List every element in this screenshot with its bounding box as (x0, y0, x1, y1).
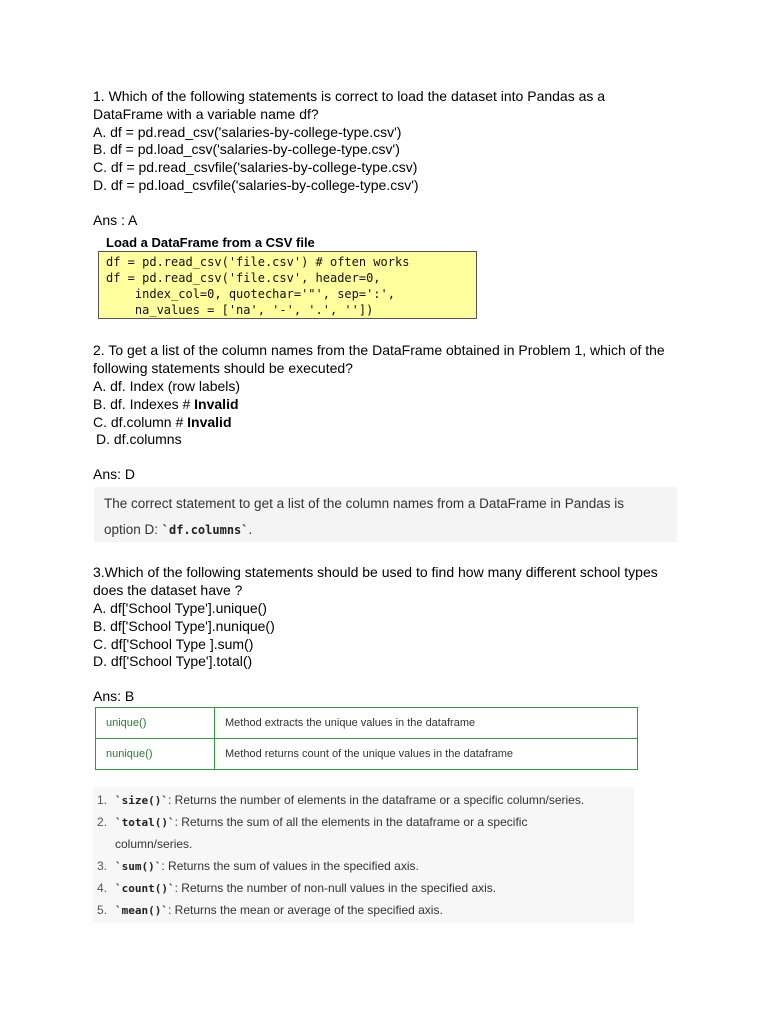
callout-line2: option D: `df.columns`. (104, 522, 253, 537)
q3-answer: Ans: B (93, 688, 135, 704)
q1-question-line1: 1. Which of the following statements is correct to load the dataset into Pandas as a (93, 88, 606, 104)
q1-answer: Ans : A (93, 212, 138, 228)
invalid-label: Invalid (194, 396, 239, 412)
code-line: na_values = ['na', '-', '.', '']) (106, 303, 374, 317)
table-row (96, 708, 638, 739)
methods-list (93, 787, 634, 923)
q1-option-c: C. df = pd.read_csvfile('salaries-by-college-type.csv) (93, 159, 418, 175)
code-line: df = pd.read_csv('file.csv') # often works (106, 255, 410, 269)
code-line: index_col=0, quotechar='"', sep=':', (106, 287, 395, 301)
q3-option-b: B. df['School Type'].nunique() (93, 618, 275, 634)
q2-option-c: C. df.column # Invalid (93, 414, 232, 430)
table-cell-method: unique() (96, 708, 215, 739)
q2-option-b: B. df. Indexes # Invalid (93, 396, 239, 412)
q2-option-d: D. df.columns (96, 431, 182, 447)
q2-answer: Ans: D (93, 466, 136, 482)
code-line: df = pd.read_csv('file.csv', header=0, (106, 271, 381, 285)
q1-option-a: A. df = pd.read_csv('salaries-by-college-type.csv') (93, 124, 402, 140)
list-item: 4. `count()`: Returns the number of non-null values in the specified axis. (97, 881, 497, 895)
table-cell-method: nunique() (96, 739, 215, 770)
code-snippet-box (98, 251, 477, 319)
methods-table (95, 707, 638, 770)
q3-option-a: A. df['School Type'].unique() (93, 600, 267, 616)
code-snippet-title: Load a DataFrame from a CSV file (106, 235, 315, 250)
table-row (96, 739, 638, 770)
list-item: 2. `total()`: Returns the sum of all the elements in the dataframe or a specific (97, 815, 528, 829)
q1-option-b: B. df = pd.load_csv('salaries-by-college-type.csv') (93, 141, 400, 157)
callout-code: `df.columns` (161, 523, 249, 537)
q3-question-line2: does the dataset have ? (93, 582, 243, 598)
table-cell-desc: Method returns count of the unique values in the dataframe (215, 739, 638, 770)
table-cell-desc: Method extracts the unique values in the dataframe (215, 708, 638, 739)
q2-option-a: A. df. Index (row labels) (93, 378, 241, 394)
q2-question-line2: following statements should be executed? (93, 360, 353, 376)
q3-option-d: D. df['School Type'].total() (93, 653, 253, 669)
list-item: 3. `sum()`: Returns the sum of values in the specified axis. (97, 859, 419, 873)
list-item: 1. `size()`: Returns the number of elements in the dataframe or a specific column/series. (97, 793, 585, 807)
callout-line1: The correct statement to get a list of the column names from a DataFrame in Pandas is (104, 496, 624, 511)
q2-answer-explanation (94, 487, 677, 542)
invalid-label: Invalid (187, 414, 232, 430)
list-item-continuation: column/series. (115, 837, 193, 851)
q2-question-line1: 2. To get a list of the column names from the DataFrame obtained in Problem 1, which of the (93, 342, 665, 358)
q1-option-d: D. df = pd.load_csvfile('salaries-by-college-type.csv') (93, 177, 419, 193)
q3-question-line1: 3.Which of the following statements should be used to find how many different school types (93, 564, 658, 580)
q3-option-c: C. df['School Type ].sum() (93, 636, 254, 652)
q1-question-line2: DataFrame with a variable name df? (93, 106, 319, 122)
list-item: 5. `mean()`: Returns the mean or average of the specified axis. (97, 903, 443, 917)
